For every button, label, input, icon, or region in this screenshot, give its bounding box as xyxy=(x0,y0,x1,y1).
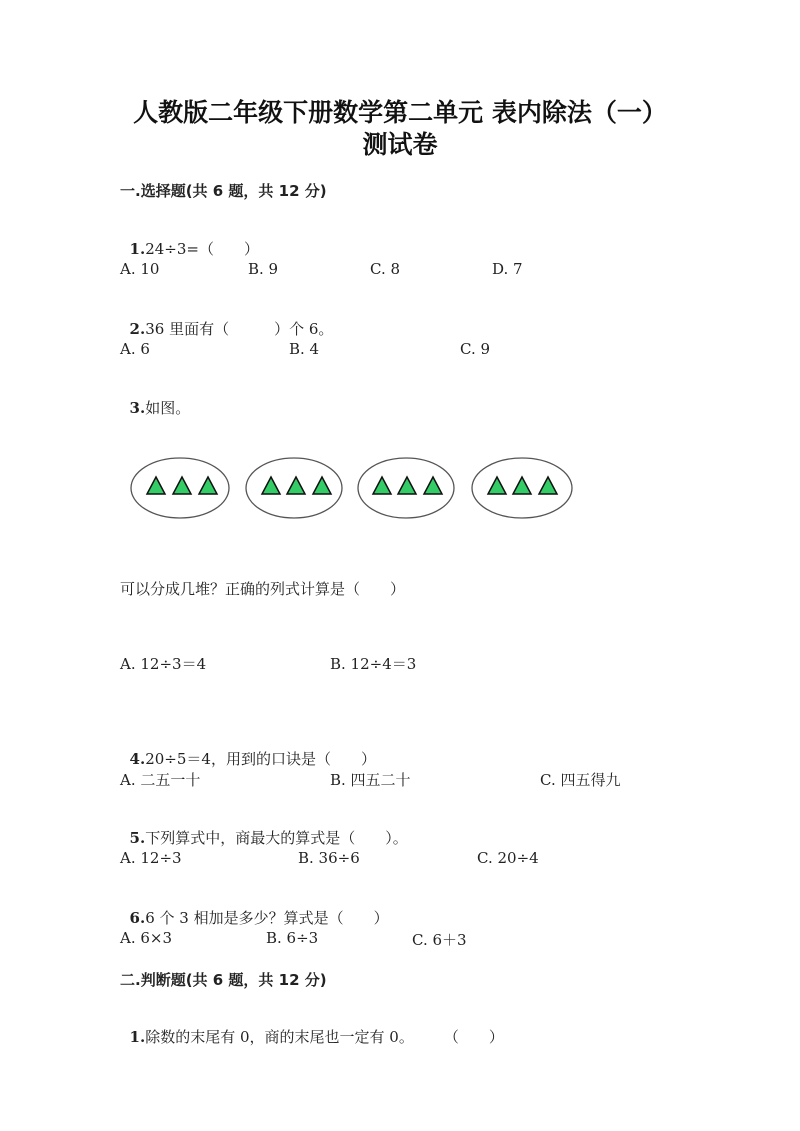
page-title: 人教版二年级下册数学第二单元 表内除法（一） xyxy=(133,98,667,127)
q4-option-a[interactable]: A. 二五一十 xyxy=(120,771,201,789)
question-6 xyxy=(120,889,389,928)
q4-option-c[interactable]: C. 四五得九 xyxy=(540,771,621,789)
question-number: 1. xyxy=(129,240,146,258)
q4-option-b[interactable]: B. 四五二十 xyxy=(330,771,411,789)
question-text: 24÷3=（ ） xyxy=(145,240,259,258)
q1-option-b[interactable]: B. 9 xyxy=(248,260,279,278)
judge-question-1 xyxy=(120,1008,504,1047)
question-number: 1. xyxy=(129,1028,146,1046)
q2-option-b[interactable]: B. 4 xyxy=(289,340,320,358)
question-number: 5. xyxy=(129,829,146,847)
q1-option-c[interactable]: C. 8 xyxy=(370,260,401,278)
q6-option-c[interactable]: C. 6＋3 xyxy=(412,931,467,949)
section-heading-judge: 二.判断题(共 6 题，共 12 分) xyxy=(120,971,327,989)
question-3 xyxy=(120,379,190,418)
q5-option-b[interactable]: B. 36÷6 xyxy=(298,849,360,867)
q2-option-c[interactable]: C. 9 xyxy=(460,340,491,358)
q5-option-a[interactable]: A. 12÷3 xyxy=(120,849,182,867)
question-text: 20÷5＝4，用到的口诀是（ ） xyxy=(145,750,376,768)
q6-option-a[interactable]: A. 6×3 xyxy=(120,929,173,947)
question-text: 如图。 xyxy=(145,399,191,417)
question-text: 6 个 3 相加是多少？算式是（ ） xyxy=(145,909,389,927)
question-5 xyxy=(120,809,408,848)
q2-option-a[interactable]: A. 6 xyxy=(120,340,150,358)
q3-option-b[interactable]: B. 12÷4＝3 xyxy=(330,655,417,673)
group-3 xyxy=(358,458,454,518)
q1-option-a[interactable]: A. 10 xyxy=(120,260,160,278)
section-heading-choice: 一.选择题(共 6 题，共 12 分) xyxy=(120,182,327,200)
question-text: 36 里面有（ ）个 6。 xyxy=(145,320,334,338)
question-number: 2. xyxy=(129,320,146,338)
q3-option-a[interactable]: A. 12÷3＝4 xyxy=(120,655,207,673)
question-3-prompt: 可以分成几堆？正确的列式计算是（ ） xyxy=(120,580,406,598)
question-1 xyxy=(120,220,259,259)
question-number: 3. xyxy=(129,399,146,417)
q6-option-b[interactable]: B. 6÷3 xyxy=(266,929,319,947)
q1-option-d[interactable]: D. 7 xyxy=(492,260,523,278)
question-number: 4. xyxy=(129,750,146,768)
question-text: 下列算式中，商最大的算式是（ ）。 xyxy=(145,829,408,847)
page-subtitle: 测试卷 xyxy=(362,130,438,159)
triangle-groups-figure xyxy=(128,455,578,525)
group-2 xyxy=(246,458,342,518)
question-number: 6. xyxy=(129,909,146,927)
group-4 xyxy=(472,458,572,518)
q5-option-c[interactable]: C. 20÷4 xyxy=(477,849,539,867)
question-4 xyxy=(120,730,376,769)
group-1 xyxy=(131,458,229,518)
question-2 xyxy=(120,300,333,339)
question-text: 除数的末尾有 0，商的末尾也一定有 0。 （ ） xyxy=(145,1028,504,1046)
